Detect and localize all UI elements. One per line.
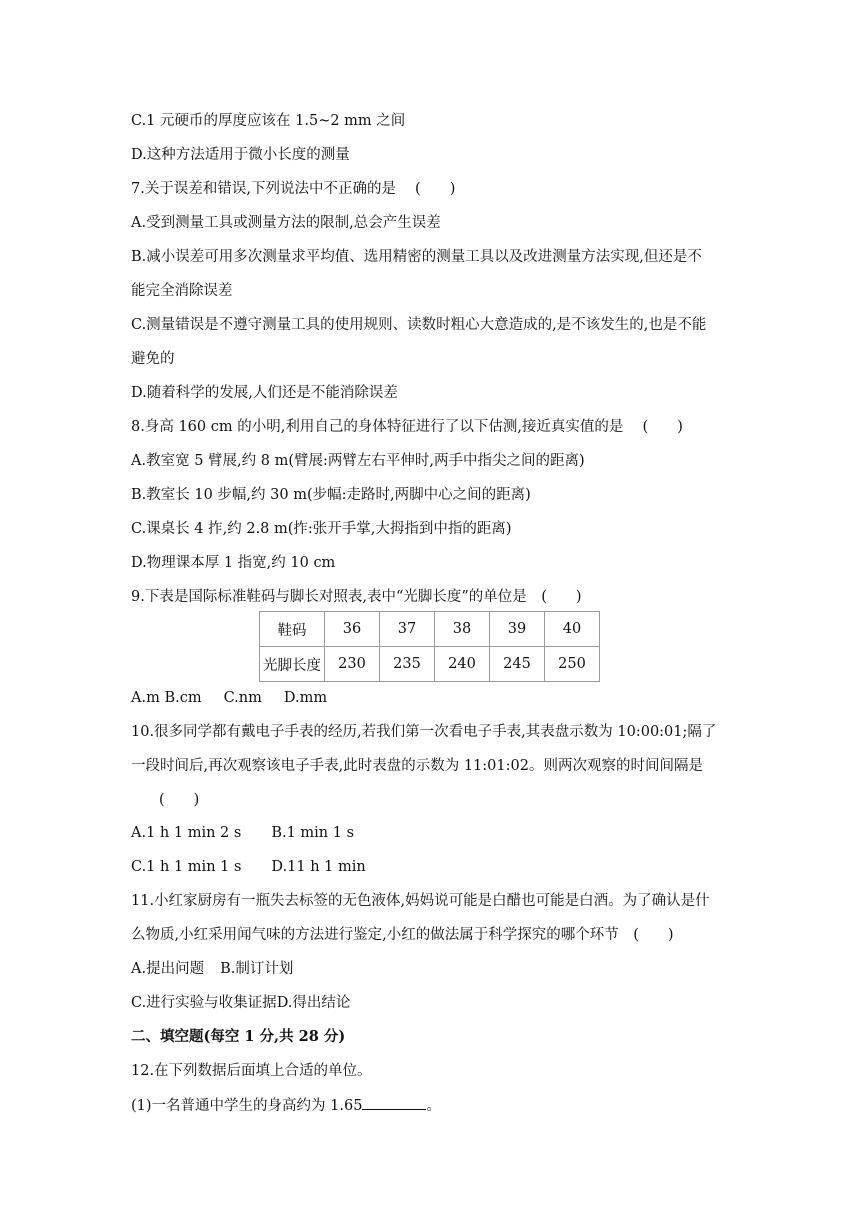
q11-options-row2 <box>131 993 751 1013</box>
table-row <box>260 612 600 647</box>
table-cell: 38 <box>435 612 490 647</box>
q7-option-d: D.随着科学的发展,人们还是不能消除误差 <box>131 385 398 401</box>
q11-stem-line2: 么物质,小红采用闻气味的方法进行鉴定,小红的做法属于科学探究的哪个环节 ( ) <box>131 927 674 943</box>
q10-stem-line2: 一段时间后,再次观察该电子手表,此时表盘的示数为 11:01:02。则两次观察的时间间隔是 <box>131 758 703 774</box>
table-cell: 40 <box>545 612 600 647</box>
q8-stem: 8.身高 160 cm 的小明,利用自己的身体特征进行了以下估测,接近真实值的是 ( ) <box>131 419 683 435</box>
q6-option-c: C.1 元硬币的厚度应该在 1.5~2 mm 之间 <box>131 113 406 129</box>
q7-stem: 7.关于误差和错误,下列说法中不正确的是 ( ) <box>131 181 456 197</box>
table-cell: 250 <box>545 647 600 682</box>
table-cell: 37 <box>380 612 435 647</box>
q7-option-c-line2: 避免的 <box>131 351 175 367</box>
table-cell: 230 <box>325 647 380 682</box>
q10-option-d: D.11 h 1 min <box>271 859 366 875</box>
q10-options-row2 <box>131 857 751 877</box>
q11-option-a: A.提出问题 <box>131 961 205 977</box>
q7-option-c-line1: C.测量错误是不遵守测量工具的使用规则、读数时粗心大意造成的,是不该发生的,也是不能 <box>131 317 707 333</box>
q9-stem: 9.下表是国际标准鞋码与脚长对照表,表中“光脚长度”的单位是 ( ) <box>131 589 582 605</box>
q11-stem-line1: 11.小红家厨房有一瓶失去标签的无色液体,妈妈说可能是白醋也可能是白酒。为了确认是什 <box>131 893 710 909</box>
q12-sub-1-prefix: (1)一名普通中学生的身高约为 1.65 <box>131 1098 363 1114</box>
table-cell: 240 <box>435 647 490 682</box>
q12-sub-1-suffix: 。 <box>426 1098 441 1114</box>
q7-option-b-line1: B.减小误差可用多次测量求平均值、选用精密的测量工具以及改进测量方法实现,但还是不 <box>131 249 702 265</box>
q9-option-c: C.nm <box>223 690 262 706</box>
q9-options <box>131 688 751 708</box>
q8-option-c: C.课桌长 4 拃,约 2.8 m(拃:张开手掌,大拇指到中指的距离) <box>131 521 512 537</box>
q8-option-a: A.教室宽 5 臂展,约 8 m(臂展:两臂左右平伸时,两手中指尖之间的距离) <box>131 453 585 469</box>
q10-option-c: C.1 h 1 min 1 s <box>131 859 242 875</box>
shoe-size-table <box>259 611 600 682</box>
table-row-label: 光脚长度 <box>260 647 325 682</box>
table-cell: 235 <box>380 647 435 682</box>
table-row <box>260 647 600 682</box>
q6-option-d: D.这种方法适用于微小长度的测量 <box>131 147 350 163</box>
q7-option-a: A.受到测量工具或测量方法的限制,总会产生误差 <box>131 215 441 231</box>
q10-answer-bracket: ( ) <box>159 792 200 808</box>
q10-option-a: A.1 h 1 min 2 s <box>131 825 242 841</box>
q12-stem: 12.在下列数据后面填上合适的单位。 <box>131 1063 372 1079</box>
section-2-title: 二、填空题(每空 1 分,共 28 分) <box>131 1028 346 1045</box>
q12-sub-1 <box>131 1095 751 1116</box>
q11-option-b: B.制订计划 <box>220 961 294 977</box>
q11-options-row1 <box>131 959 751 979</box>
q11-option-d: D.得出结论 <box>276 995 351 1011</box>
q7-option-b-line2: 能完全消除误差 <box>131 283 233 299</box>
answer-blank[interactable] <box>362 1095 426 1110</box>
q10-stem-line1: 10.很多同学都有戴电子手表的经历,若我们第一次看电子手表,其表盘示数为 10:00:01;隔了 <box>131 724 717 740</box>
q8-option-d: D.物理课本厚 1 指宽,约 10 cm <box>131 555 336 571</box>
q10-options-row1 <box>131 823 751 843</box>
q8-option-b: B.教室长 10 步幅,约 30 m(步幅:走路时,两脚中心之间的距离) <box>131 487 531 503</box>
table-cell: 39 <box>490 612 545 647</box>
table-cell: 245 <box>490 647 545 682</box>
q9-option-d: D.mm <box>283 690 328 706</box>
table-cell: 36 <box>325 612 380 647</box>
q9-option-b: B.cm <box>164 690 202 706</box>
q11-option-c: C.进行实验与收集证据 <box>131 995 277 1011</box>
table-row-label: 鞋码 <box>260 612 325 647</box>
q10-option-b: B.1 min 1 s <box>271 825 355 841</box>
q9-option-a: A.m <box>131 690 160 706</box>
